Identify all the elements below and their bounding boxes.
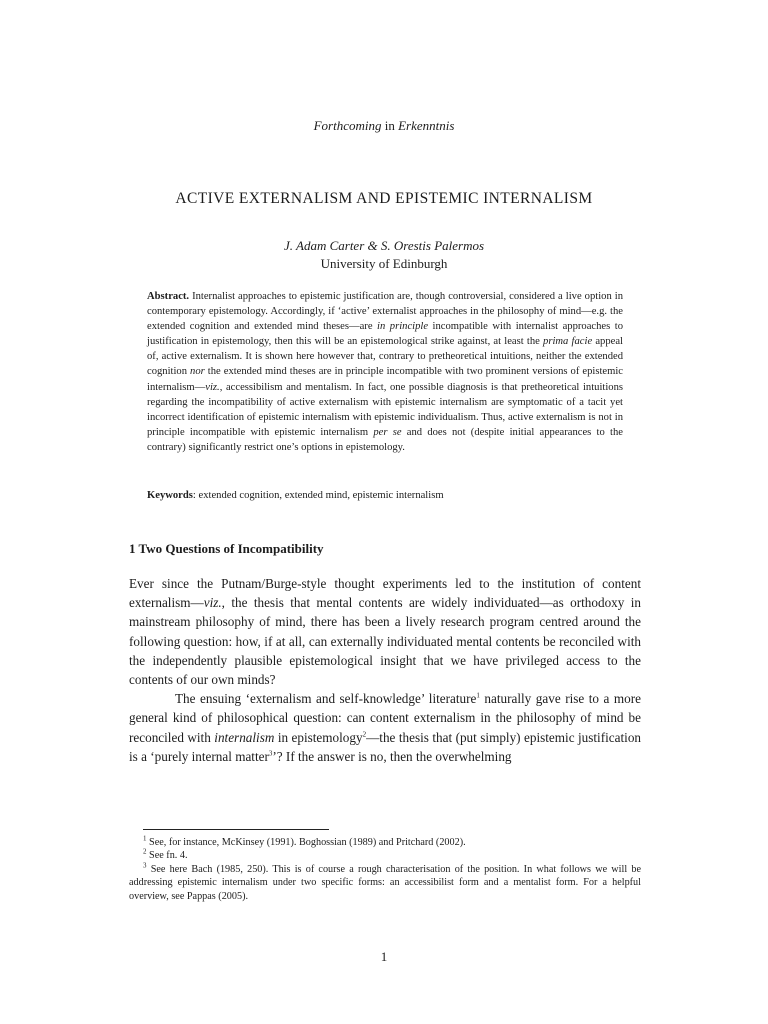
- para2-text-e: ’? If the answer is no, then the overwhelming: [272, 748, 512, 764]
- para2-text-c: in epistemology: [274, 729, 363, 745]
- section-heading: 1 Two Questions of Incompatibility: [129, 541, 324, 556]
- footnotes: [129, 836, 641, 903]
- body-paragraph-1: [129, 574, 641, 689]
- para1-text-b: , the thesis that mental contents are widely individuated—as orthodoxy in mainstream philosophy of mind, there has been a lively research program centred around the following question: how, if at all, can externally individuated mental contents be reconciled with the independently plausible epistemological insight that we have privileged access to the contents of our own minds?: [129, 595, 641, 688]
- keywords: [147, 490, 623, 501]
- abstract-text-5: , accessibilism and mentalism. In fact, one possible diagnosis is that pretheoretical intuitions regarding the incompatibility of active externalism with epistemic internalism are symptomatic of a tacit yet incorrect identification of epistemic internalism with epistemic individualism. Thus, active externalism is not in principle incompatible with epistemic internalism: [147, 381, 623, 438]
- footnote-3-number: 3: [143, 861, 147, 870]
- footnote-1: [129, 836, 641, 849]
- venue-journal: Erkenntnis: [398, 118, 455, 133]
- para2-text-b: naturally gave rise to a more general kind of philosophical question: can content externalism in the philosophy of mind be reconciled with: [129, 691, 641, 745]
- footnote-2-number: 2: [143, 848, 147, 857]
- para1-em: viz.: [203, 595, 222, 611]
- abstract-em-1: in principle: [377, 321, 429, 333]
- venue-line: [0, 118, 768, 134]
- abstract-text-4: the extended mind theses are in principle incompatible with two prominent versions of epistemic internalism—: [147, 366, 623, 393]
- abstract-em-3: nor: [190, 366, 205, 378]
- footnote-1-text: See, for instance, McKinsey (1991). Boghossian (1989) and Pritchard (2002).: [146, 837, 466, 848]
- footnote-ref-1[interactable]: 1: [476, 691, 480, 700]
- footnote-ref-3[interactable]: 3: [268, 749, 273, 758]
- abstract-text-2: incompatible with internalist approaches to justification in epistemology, then this will be an epistemological strike against, at least the: [147, 321, 623, 348]
- page-number: 1: [380, 949, 388, 964]
- footnote-1-number: 1: [143, 834, 147, 843]
- abstract-em-4: viz.: [205, 381, 220, 393]
- authors: J. Adam Carter & S. Orestis Palermos: [283, 238, 485, 253]
- para2-text-d: —the thesis that (put simply) epistemic justification is a ‘purely internal matter: [129, 729, 642, 764]
- paper-title: ACTIVE EXTERNALISM AND EPISTEMIC INTERNALISM: [175, 190, 593, 207]
- footnote-ref-2[interactable]: 2: [362, 730, 367, 739]
- body-text: [129, 574, 641, 766]
- body-paragraph-2: [129, 689, 641, 766]
- keywords-text: : extended cognition, extended mind, epistemic internalism: [192, 490, 444, 501]
- abstract-em-2: prima facie: [543, 336, 593, 348]
- abstract-text-1: Internalist approaches to epistemic justification are, though controversial, considered a live option in contemporary epistemology. Accordingly, if ‘active’ externalist approaches in the philosophy of mind—e.g. the extended cognition and extended mind theses—are: [147, 291, 623, 333]
- abstract: [147, 289, 623, 455]
- affiliation: University of Edinburgh: [320, 256, 448, 271]
- para1-text-a: Ever since the Putnam/Burge-style thought experiments led to the institution of content externalism—: [129, 576, 641, 611]
- keywords-label: Keywords: [147, 490, 193, 501]
- para2-em: internalism: [214, 729, 275, 745]
- venue-forthcoming: Forthcoming: [313, 118, 382, 133]
- footnote-divider: [143, 829, 329, 830]
- abstract-text-6: and does not (despite initial appearances to the contrary) significantly restrict one’s options in epistemology.: [147, 426, 623, 453]
- abstract-text-3: appeal of, active externalism. It is shown here however that, contrary to pretheoretical intuitions, neither the extended cognition: [147, 336, 624, 378]
- para2-text-a: The ensuing ‘externalism and self-knowledge’ literature: [175, 691, 477, 707]
- footnote-2: [129, 849, 641, 862]
- abstract-em-5: per se: [373, 426, 402, 438]
- footnote-3-text: See here Bach (1985, 250). This is of course a rough characterisation of the position. In what follows we will be addressing epistemic internalism under two specific forms: an accessibilist form and a mentalist form. For a helpful overview, see Pappas (2005).: [129, 863, 641, 902]
- abstract-label: Abstract.: [147, 291, 190, 302]
- venue-in: in: [381, 118, 399, 133]
- footnote-3: [129, 863, 641, 903]
- footnote-2-text: See fn. 4.: [146, 850, 188, 862]
